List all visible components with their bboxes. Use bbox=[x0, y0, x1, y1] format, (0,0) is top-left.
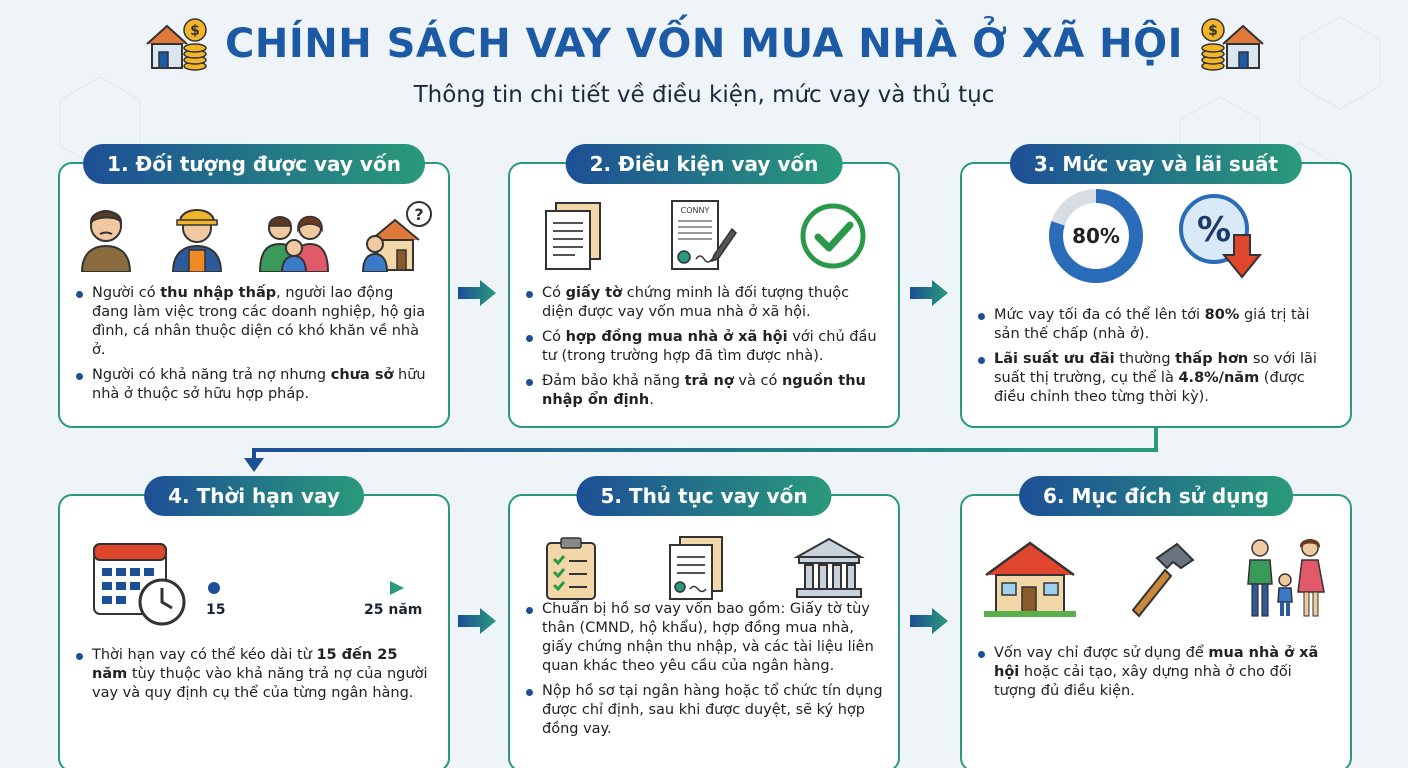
bullet-item: Chuẩn bị hồ sơ vay vốn bao gồm: Giấy tờ tùy thân (CMND, hộ khẩu), hợp đồng mua nhà, giấy chứng nhận thu nhập, và các tài liệu liên quan khác theo yêu cầu của ngân hàng. bbox=[526, 600, 884, 676]
bullet-item: Có giấy tờ chứng minh là đối tượng thuộc diện được vay vốn mua nhà ở xã hội. bbox=[526, 284, 884, 322]
bullet-item: Mức vay tối đa có thể lên tới 80% giá trị tài sản thế chấp (nhà ở). bbox=[978, 306, 1336, 344]
flow-arrow-1-2 bbox=[456, 278, 500, 308]
check-circle-icon bbox=[798, 201, 868, 271]
house-coin-icon bbox=[143, 14, 209, 74]
timeline-start: 15 bbox=[206, 602, 226, 618]
papers-icon bbox=[666, 535, 726, 601]
svg-text:?: ? bbox=[413, 205, 424, 224]
card-borrowers bbox=[58, 152, 450, 428]
svg-text:%: % bbox=[1196, 210, 1232, 250]
page-title: CHÍNH SÁCH VAY VỐN MUA NHÀ Ở XÃ HỘI bbox=[225, 21, 1183, 67]
house-icon bbox=[982, 537, 1078, 619]
header bbox=[0, 14, 1408, 108]
card-title: 6. Mục đích sử dụng bbox=[1019, 476, 1293, 516]
worker-man-icon bbox=[76, 200, 136, 272]
flow-arrow-2-3 bbox=[908, 278, 952, 308]
percent-down-icon bbox=[1176, 191, 1266, 281]
card-loan-rate bbox=[960, 152, 1352, 428]
bullet-list bbox=[526, 600, 884, 745]
card-title: 4. Thời hạn vay bbox=[144, 476, 364, 516]
family-walk-icon bbox=[1240, 536, 1330, 620]
construction-worker-icon bbox=[167, 200, 227, 272]
calendar-clock-icon bbox=[90, 536, 190, 626]
bullet-list bbox=[526, 284, 884, 416]
checklist-icon bbox=[543, 535, 599, 601]
house-question-icon bbox=[361, 200, 433, 272]
card-loan-term bbox=[58, 484, 450, 768]
bullet-item: Người có thu nhập thấp, người lao động đang làm việc trong các doanh nghiệp, hộ gia đình, cá nhân thuộc diện có khó khăn về nhà ở. bbox=[76, 284, 434, 360]
card-procedure bbox=[508, 484, 900, 768]
card-purpose bbox=[960, 484, 1352, 768]
bullet-item: Lãi suất ưu đãi thường thấp hơn so với lãi suất thị trường, cụ thể là 4.8%/năm (được điều chỉnh theo từng thời kỳ). bbox=[978, 350, 1336, 407]
card-title: 2. Điều kiện vay vốn bbox=[566, 144, 843, 184]
timeline-end: 25 năm bbox=[364, 602, 423, 618]
bullet-list bbox=[978, 644, 1336, 707]
flow-arrow-4-5 bbox=[456, 606, 500, 636]
card-title: 1. Đối tượng được vay vốn bbox=[83, 144, 425, 184]
bullet-item: Có hợp đồng mua nhà ở xã hội với chủ đầu tư (trong trường hợp đã tìm được nhà). bbox=[526, 328, 884, 366]
svg-text:$: $ bbox=[190, 23, 200, 39]
timeline-arrow bbox=[208, 578, 408, 598]
house-coin-icon bbox=[1199, 14, 1265, 74]
donut-80-icon bbox=[1046, 186, 1146, 286]
donut-label: 80% bbox=[1072, 224, 1120, 248]
bullet-item: Người có khả năng trả nợ nhưng chưa sở hữu nhà ở thuộc sở hữu hợp pháp. bbox=[76, 366, 434, 404]
contract-icon bbox=[666, 199, 738, 273]
bullet-item: Vốn vay chỉ được sử dụng để mua nhà ở xã hội hoặc cải tạo, xây dựng nhà ở cho đối tượng đủ điều kiện. bbox=[978, 644, 1336, 701]
flow-connector-3-4 bbox=[240, 428, 1162, 472]
contract-label: CONNY bbox=[680, 206, 710, 215]
bullet-list bbox=[978, 306, 1336, 413]
card-title: 5. Thủ tục vay vốn bbox=[576, 476, 831, 516]
page-subtitle: Thông tin chi tiết về điều kiện, mức vay và thủ tục bbox=[413, 82, 995, 108]
hammer-icon bbox=[1119, 538, 1199, 618]
flow-arrow-5-6 bbox=[908, 606, 952, 636]
bullet-item: Đảm bảo khả năng trả nợ và có nguồn thu nhập ổn định. bbox=[526, 372, 884, 410]
bank-icon bbox=[793, 535, 865, 601]
bullet-item: Nộp hồ sơ tại ngân hàng hoặc tổ chức tín dụng được chỉ định, sau khi được duyệt, sẽ ký hợp đồng vay. bbox=[526, 682, 884, 739]
card-title: 3. Mức vay và lãi suất bbox=[1010, 144, 1302, 184]
bullet-list bbox=[76, 646, 434, 709]
documents-icon bbox=[540, 199, 606, 273]
svg-text:$: $ bbox=[1208, 23, 1218, 39]
bullet-item: Thời hạn vay có thể kéo dài từ 15 đến 25 năm tùy thuộc vào khả năng trả nợ của người vay và quy định cụ thể của từng ngân hàng. bbox=[76, 646, 434, 703]
bullet-list bbox=[76, 284, 434, 410]
family-icon bbox=[258, 200, 330, 272]
card-conditions bbox=[508, 152, 900, 428]
